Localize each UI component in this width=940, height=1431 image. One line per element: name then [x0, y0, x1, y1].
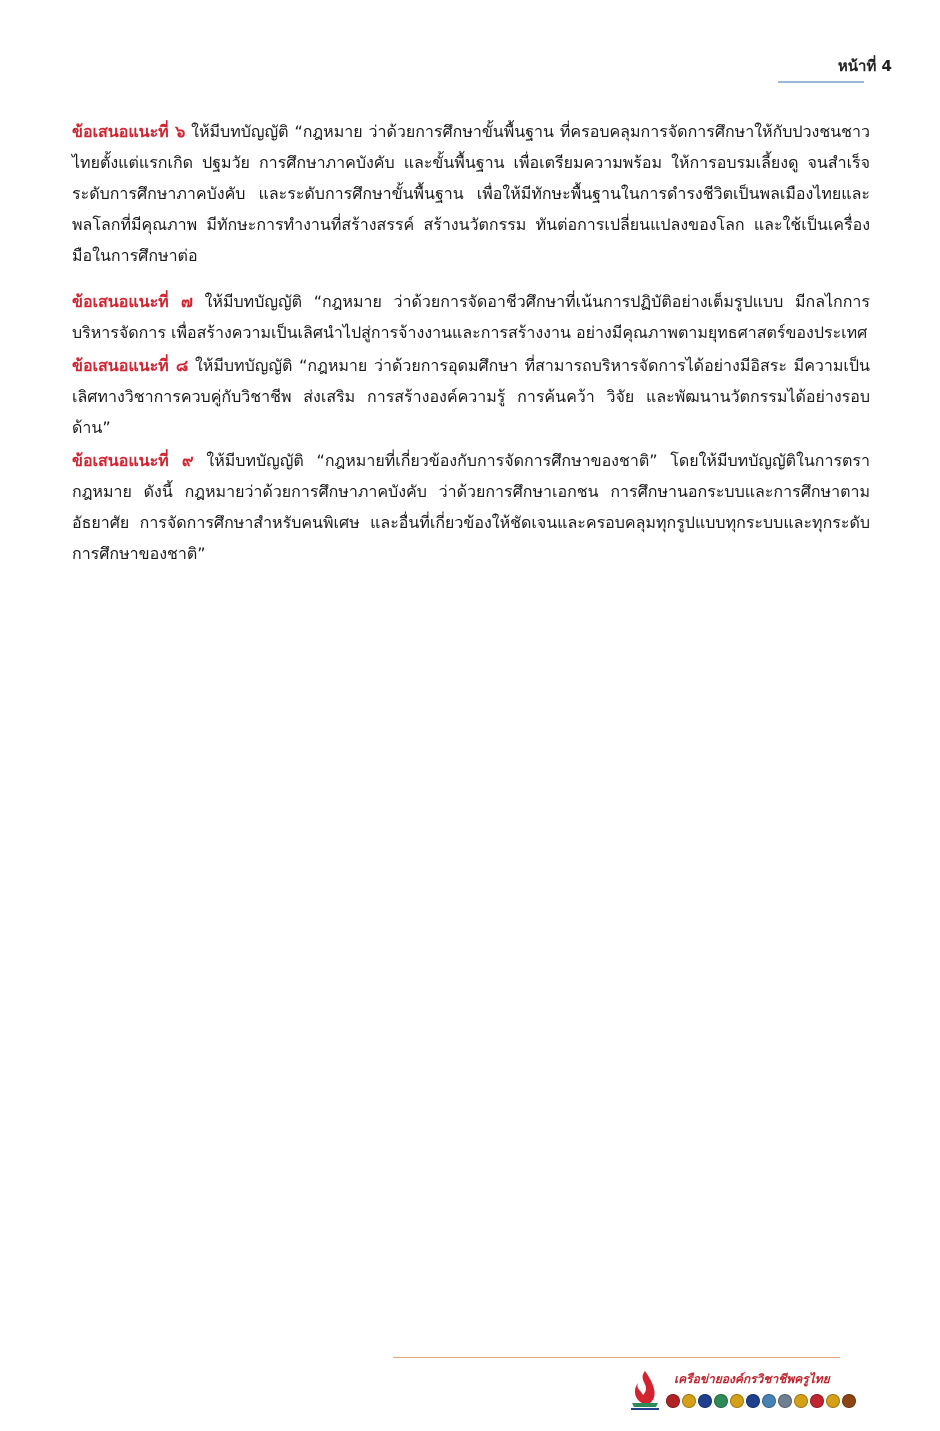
- recommendation-7: [72, 286, 870, 348]
- member-organization-logo-icon: [698, 1394, 712, 1408]
- recommendation-text: ให้มีบทบัญญัติ “กฎหมายที่เกี่ยวข้องกับการจัดการศึกษาของชาติ” โดยให้มีบทบัญญัติในการตรากฎหมาย ดังนี้ กฎหมายว่าด้วยการศึกษาภาคบังคับ ว่าด้วยการศึกษาเอกชน การศึกษานอกระบบและการศึกษาตามอัธยาศัย การจัดการศึกษาสำหรับคนพิเศษ และอื่นที่เกี่ยวข้องให้ชัดเจนและครอบคลุมทุกรูปแบบทุกระบบและทุกระดับการศึกษาของชาติ”: [72, 451, 871, 563]
- recommendation-text: ให้มีบทบัญญัติ “กฎหมาย ว่าด้วยการจัดอาชีวศึกษาที่เน้นการปฏิบัติอย่างเต็มรูปแบบ มีกลไกการบริหารจัดการ เพื่อสร้างความเป็นเลิศนำไปสู่การจ้างงานและการสร้างงาน อย่างมีคุณภาพตามยุทธศาสตร์ของประเทศ: [72, 292, 870, 342]
- member-logos: [666, 1391, 856, 1411]
- recommendation-9: [72, 445, 870, 569]
- member-organization-logo-icon: [714, 1394, 728, 1408]
- member-organization-logo-icon: [826, 1394, 840, 1408]
- network-emblem-icon: [628, 1369, 662, 1413]
- page-number: หน้าที่ 4: [837, 57, 892, 75]
- member-organization-logo-icon: [666, 1394, 680, 1408]
- network-name: เครือข่ายองค์กรวิชาชีพครูไทย: [674, 1372, 830, 1386]
- recommendation-label: ข้อเสนอแนะที่ ๙: [72, 451, 194, 470]
- member-organization-logo-icon: [842, 1394, 856, 1408]
- member-organization-logo-icon: [746, 1394, 760, 1408]
- recommendation-label: ข้อเสนอแนะที่ ๗: [72, 292, 193, 311]
- recommendation-text: ให้มีบทบัญญัติ “กฎหมาย ว่าด้วยการศึกษาขั้นพื้นฐาน ที่ครอบคลุมการจัดการศึกษาให้กับปวงชนชาวไทยตั้งแต่แรกเกิด ปฐมวัย การศึกษาภาคบังคับ และขั้นพื้นฐาน เพื่อเตรียมความพร้อม ให้การอบรมเลี้ยงดู จนสำเร็จระดับการศึกษาภาคบังคับ และระดับการศึกษาขั้นพื้นฐาน เพื่อให้มีทักษะพื้นฐานในการดำรงชีวิตเป็นพลเมืองไทยและพลโลกที่มีคุณภาพ มีทักษะการทำงานที่สร้างสรรค์ สร้างนวัตกรรม ทันต่อการเปลี่ยนแปลงของโลก และใช้เป็นเครื่องมือในการศึกษาต่อ: [72, 122, 870, 265]
- footer-logo: [628, 1365, 838, 1417]
- footer-rule: [393, 1357, 840, 1358]
- member-organization-logo-icon: [682, 1394, 696, 1408]
- recommendation-8: [72, 350, 870, 443]
- recommendation-text: ให้มีบทบัญญัติ “กฎหมาย ว่าด้วยการอุดมศึกษา ที่สามารถบริหารจัดการได้อย่างมีอิสระ มีความเป็นเลิศทางวิชาการควบคู่กับวิชาชีพ ส่งเสริม การสร้างองค์ความรู้ การค้นคว้า วิจัย และพัฒนานวัตกรรมได้อย่างรอบด้าน”: [72, 356, 870, 437]
- member-organization-logo-icon: [778, 1394, 792, 1408]
- recommendation-6: [72, 116, 870, 271]
- header-rule: [778, 81, 864, 83]
- member-organization-logo-icon: [794, 1394, 808, 1408]
- recommendation-label: ข้อเสนอแนะที่ ๘: [72, 356, 189, 375]
- member-organization-logo-icon: [762, 1394, 776, 1408]
- document-body: [72, 116, 870, 584]
- recommendation-label: ข้อเสนอแนะที่ ๖: [72, 122, 186, 141]
- member-organization-logo-icon: [730, 1394, 744, 1408]
- member-organization-logo-icon: [810, 1394, 824, 1408]
